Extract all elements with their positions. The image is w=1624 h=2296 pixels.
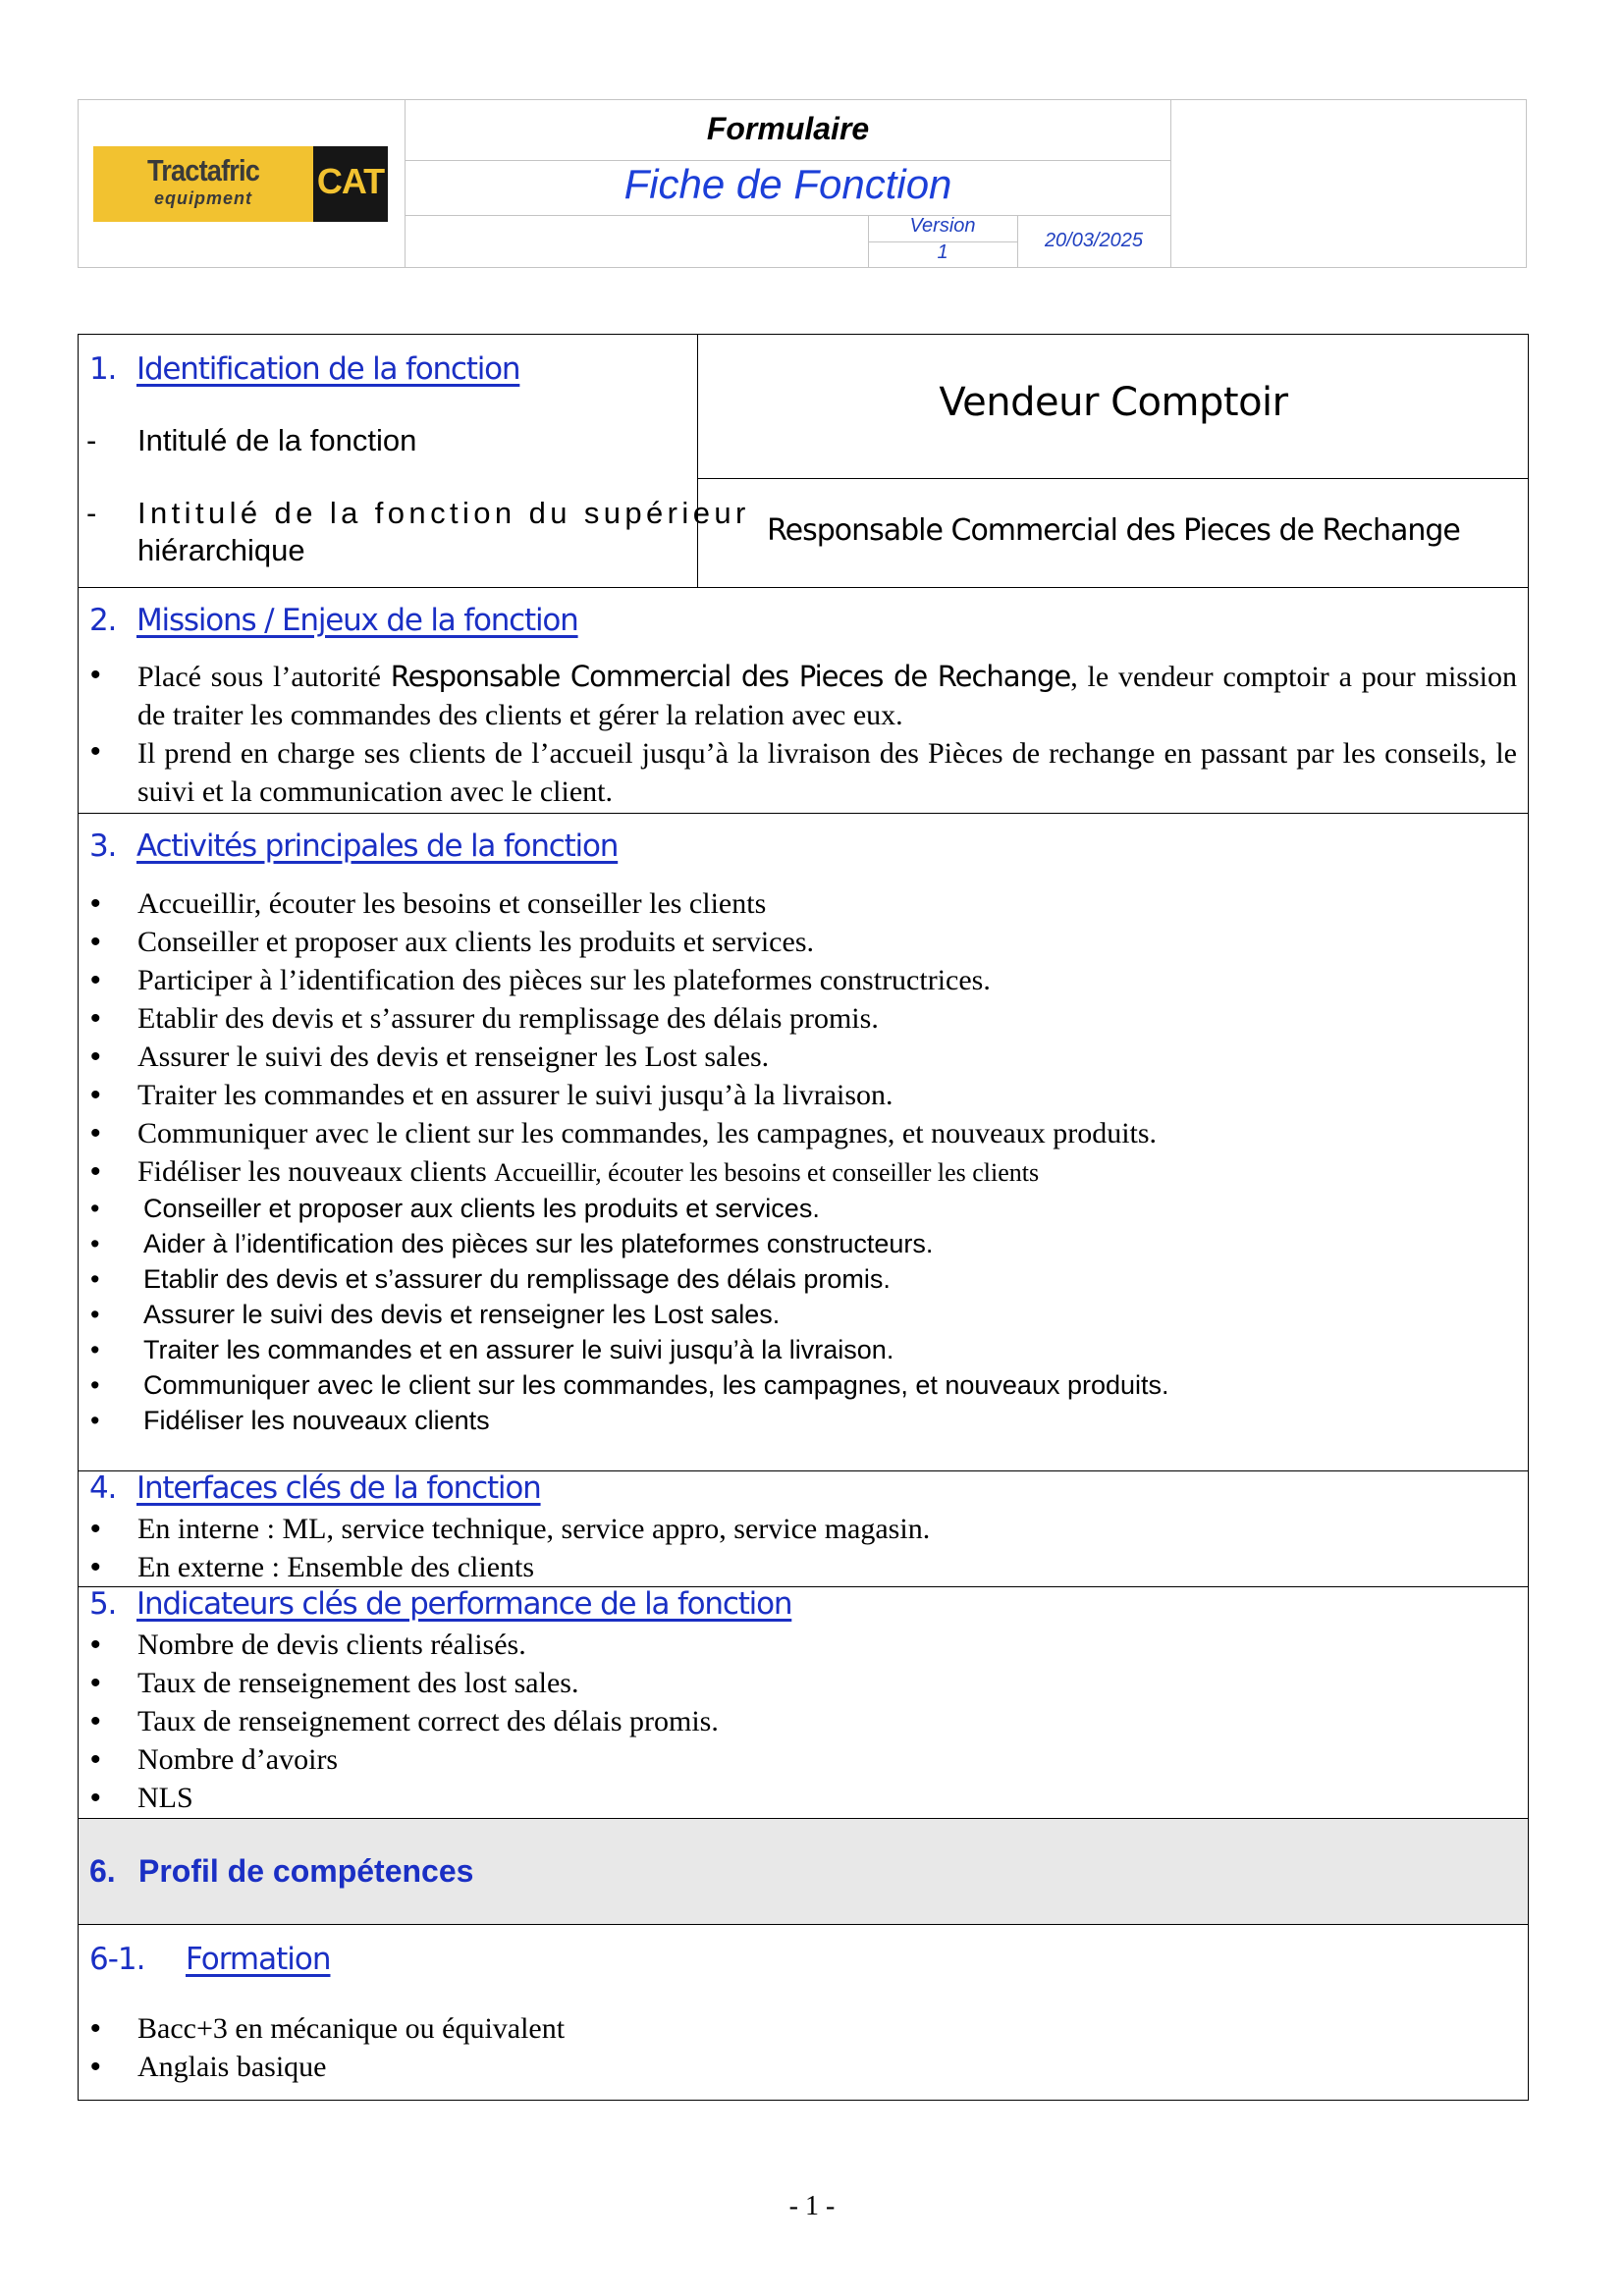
activities-list-continued bbox=[79, 1191, 1528, 1438]
list-item: • Communiquer avec le client sur les commandes, les campagnes, et nouveaux produits. bbox=[79, 1367, 1528, 1403]
section1-heading: 1. Identification de la fonction bbox=[89, 351, 520, 387]
section4-heading: 4. Interfaces clés de la fonction bbox=[89, 1470, 541, 1506]
mission-paragraph-2: Il prend en charge ses clients de l’accueil jusqu’à la livraison des Pièces de rechange en passant par les conseils, le suivi et la communication avec le client. bbox=[137, 737, 1517, 808]
list-item: • Aider à l’identification des pièces sur les plateformes constructeurs. bbox=[79, 1226, 1528, 1261]
list-item: • En externe : Ensemble des clients bbox=[79, 1548, 1528, 1586]
job-description-table: 1. Identification de la fonction - Intitulé de la fonction - Intitulé de la fonction du supérieur hiérarchique Vendeur Comptoir Responsable Commercial des Pieces de Rechange 2. Missions / Enjeux de la fonction • Placé sous l’autorité Responsable Commercial des Pieces de Rechange, le vendeur comptoir a pour mission de traiter les commandes des clients et gérer la relation avec eux. • Il prend en charge ses clients de l’accueil jusqu’à la livraison des Pièces de rechange en passant par les conseils, le suivi et la communication avec le client. 3. Activités principales de la fonction • Accueillir, écouter les besoins et conseiller les clients • Conseiller et proposer aux clients les produits et services. • Participer à l’identification des pièces sur les plateformes constructrices. • Etablir des devis et s’assurer du remplissage des délais promis. • Assurer le suivi des devis et renseigner les Lost sales. • Traiter les commandes et en assurer le suivi jusqu’à la livraison. • Communiquer avec le client sur les commandes, les campagnes, et nouveaux produits. • Fidéliser les nouveaux clients Accueillir, écouter les besoins et conseiller les clients • Conseiller et proposer aux clients les produits et services. • Aider à l’identification des pièces sur les plateformes constructeurs. • Etablir des devis et s’assurer du remplissage des délais promis. • Assurer le suivi des devis et renseigner les Lost sales. • Traiter les commandes et en assurer le suivi jusqu’à la livraison. • Communiquer avec le client sur les commandes, les campagnes, et nouveaux produits. • Fidéliser les nouveaux clients 4. Interfaces clés de la fonction • En interne : ML, service technique, service appro, service magasin. • En externe : Ensemble des clients 5. Indicateurs clés de performance de la fonction • Nombre de devis clients réalisés. • Taux de renseignement des lost sales. • Taux de renseignement correct des délais promis. • Nombre d’avoirs • NLS 6. Profil de compétences 6-1. Formation • Bacc+3 en mécanique ou équivalent • Anglais basique bbox=[78, 334, 1529, 2101]
header-divider bbox=[1170, 100, 1171, 267]
section6-heading: 6. Profil de compétences bbox=[89, 1853, 474, 1889]
document-date: 20/03/2025 bbox=[1044, 230, 1144, 251]
section3-heading: 3. Activités principales de la fonction bbox=[89, 828, 619, 864]
column-divider bbox=[697, 335, 698, 587]
interfaces-list bbox=[79, 1510, 1528, 1586]
bullet: • bbox=[90, 659, 101, 691]
list-item: • Anglais basique bbox=[79, 2048, 1528, 2086]
job-title-value: Vendeur Comptoir bbox=[939, 380, 1288, 425]
kpi-list bbox=[79, 1626, 1528, 1817]
list-item: • Assurer le suivi des devis et renseigner les Lost sales. bbox=[79, 1297, 1528, 1332]
list-item: • NLS bbox=[79, 1779, 1528, 1817]
row-divider bbox=[697, 478, 1528, 479]
superior-title-value: Responsable Commercial des Pieces de Rechange bbox=[767, 513, 1460, 548]
activities-list bbox=[79, 884, 1528, 1192]
row-divider bbox=[79, 813, 1528, 814]
list-item: • Nombre de devis clients réalisés. bbox=[79, 1626, 1528, 1664]
list-item: • Taux de renseignement correct des délais promis. bbox=[79, 1702, 1528, 1740]
row-divider bbox=[79, 1818, 1528, 1819]
list-item: • Participer à l’identification des pièces sur les plateformes constructrices. bbox=[79, 961, 1528, 999]
list-item: • Nombre d’avoirs bbox=[79, 1740, 1528, 1779]
list-item: • Fidéliser les nouveaux clients bbox=[79, 1403, 1528, 1438]
form-type-label: Formulaire bbox=[706, 111, 870, 146]
list-item: • Taux de renseignement des lost sales. bbox=[79, 1664, 1528, 1702]
list-item: • Etablir des devis et s’assurer du remplissage des délais promis. bbox=[79, 1261, 1528, 1297]
version-label: Version bbox=[909, 215, 976, 237]
header-divider bbox=[405, 215, 1170, 216]
section6-1-heading: 6-1. Formation bbox=[89, 1942, 331, 1977]
bullet: • bbox=[90, 735, 101, 768]
list-item: • Conseiller et proposer aux clients les produits et services. bbox=[79, 1191, 1528, 1226]
list-item: • Accueillir, écouter les besoins et conseiller les clients bbox=[79, 884, 1528, 923]
document-header bbox=[78, 99, 1527, 268]
list-item: • Fidéliser les nouveaux clients Accueillir, écouter les besoins et conseiller les clients bbox=[79, 1152, 1528, 1192]
list-item: • Traiter les commandes et en assurer le suivi jusqu’à la livraison. bbox=[79, 1076, 1528, 1114]
version-value: 1 bbox=[937, 241, 948, 263]
list-item: • Assurer le suivi des devis et renseigner les Lost sales. bbox=[79, 1038, 1528, 1076]
list-item: • Conseiller et proposer aux clients les produits et services. bbox=[79, 923, 1528, 961]
page-number: - 1 - bbox=[788, 2191, 836, 2221]
list-item: • Communiquer avec le client sur les commandes, les campagnes, et nouveaux produits. bbox=[79, 1114, 1528, 1152]
section5-heading: 5. Indicateurs clés de performance de la fonction bbox=[89, 1586, 792, 1622]
document-title: Fiche de Fonction bbox=[623, 161, 952, 207]
list-item: • Etablir des devis et s’assurer du remplissage des délais promis. bbox=[79, 999, 1528, 1038]
list-item: • Bacc+3 en mécanique ou équivalent bbox=[79, 2009, 1528, 2048]
mission-paragraph-1: Placé sous l’autorité Responsable Commercial des Pieces de Rechange, le vendeur comptoir a pour mission de traiter les commandes des clients et gérer la relation avec eux. bbox=[137, 660, 1517, 731]
training-list bbox=[79, 2009, 1528, 2086]
company-logo: Tractafric equipment CAT bbox=[93, 146, 388, 222]
row-divider bbox=[79, 1924, 1528, 1925]
row-divider bbox=[79, 587, 1528, 588]
section2-heading: 2. Missions / Enjeux de la fonction bbox=[89, 603, 578, 638]
list-item: • Traiter les commandes et en assurer le suivi jusqu’à la livraison. bbox=[79, 1332, 1528, 1367]
list-item: • En interne : ML, service technique, service appro, service magasin. bbox=[79, 1510, 1528, 1548]
